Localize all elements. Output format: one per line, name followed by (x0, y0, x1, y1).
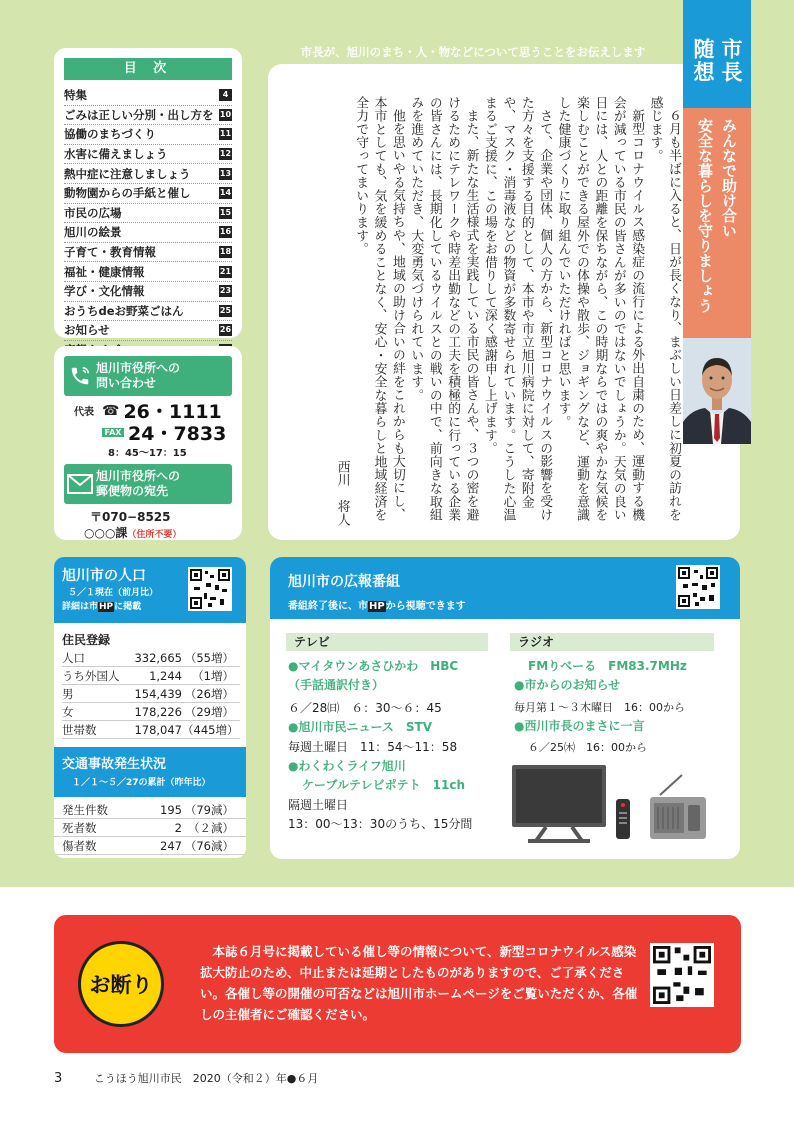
page-footer (54, 1070, 318, 1086)
tv-and-radio-illustration (506, 757, 716, 847)
table-row: 傷者数 247 （76減） (54, 837, 246, 855)
television-icon (512, 765, 606, 843)
office-hours: 8：45〜17：15 (108, 448, 187, 459)
phone-numbers (64, 400, 232, 459)
broadcast-header (270, 557, 740, 619)
radio-programs (514, 657, 734, 757)
toc-page-number: 14 (219, 188, 232, 198)
tv-program-time: 毎週土曜日 11：54〜11：58 (288, 740, 458, 754)
radio-program-time: 毎月第１〜３木曜日 16：00から (514, 701, 685, 714)
broadcast-card (270, 557, 740, 859)
toc-item-label: ごみは正しい分別・出し方を (64, 107, 214, 122)
toc-item-label: お知らせ (64, 323, 110, 338)
tv-program-time: 13：00〜13：30のうち、15分間 (288, 817, 473, 831)
toc-item[interactable] (64, 86, 232, 106)
toc-item-label: 水害に備えましょう (64, 147, 168, 162)
inquiry-title: 旭川市役所への 問い合わせ (96, 361, 181, 390)
traffic-header (54, 747, 246, 797)
radio-program-time: ６／25㈭ 16：00から (528, 741, 647, 754)
phone-icon (64, 365, 96, 387)
toc-item-label: 特集 (64, 88, 87, 103)
toc-item[interactable] (64, 321, 232, 341)
toc-item[interactable] (64, 282, 232, 302)
notice-text: 本誌６月号に掲載している催し等の情報について、新型コロナウイルス感染拡大防止のため、中止または延期としたものがありますので、ご了承ください。各催し等の開催の可否などは旭川市ホームページをご覧いただくか、各催しの主催者にご確認ください。 (200, 944, 638, 1022)
toc-item[interactable] (64, 145, 232, 165)
toc-page-number: 21 (219, 266, 232, 276)
toc-page-number: 4 (219, 89, 232, 101)
population-detail-note: 詳細は市HPに掲載 (62, 602, 142, 612)
population-title: 旭川市の人口 (62, 568, 146, 584)
radio-section-header: ラジオ (510, 633, 714, 651)
contact-box (54, 346, 242, 540)
mail-title: 旭川市役所への 郵便物の宛先 (96, 469, 181, 498)
toc-title: 目 次 (64, 58, 232, 80)
tv-program-channel: ケーブルテレビポテト 11ch (302, 778, 466, 792)
population-card (54, 557, 246, 858)
essay-paragraph: ６月も半ばに入ると、日が長くなり、まぶしい日差しに初夏の訪れを感じます。 (647, 96, 681, 522)
notice-box (54, 915, 741, 1053)
toc-page-number: 25 (219, 305, 232, 315)
tel-label: 代表 (74, 407, 94, 418)
essay-header-mayor: 市長 (719, 38, 743, 84)
tv-programs (288, 657, 508, 834)
toc-item-label: 市民の広場 (64, 205, 122, 220)
remote-control-icon (616, 799, 630, 839)
toc-item[interactable] (64, 125, 232, 145)
toc-item-label: 熱中症に注意しましょう (64, 166, 191, 181)
population-header (54, 557, 246, 623)
postal-code: 〒070−8525 (90, 510, 171, 524)
toc-item[interactable] (64, 302, 232, 322)
essay-header (683, 0, 751, 108)
table-of-contents (54, 48, 242, 338)
toc-item-label: 学び・文化情報 (64, 284, 145, 299)
table-row: 発生件数 195 （79減） (54, 801, 246, 819)
radio-program-title: ●市からのお知らせ (514, 678, 621, 692)
essay-body (282, 96, 682, 526)
toc-item-label: 子育て・教育情報 (64, 245, 156, 260)
toc-item[interactable] (64, 184, 232, 204)
toc-page-number: 10 (219, 109, 232, 119)
table-row: 世帯数 178,047 （445増） (62, 721, 240, 739)
tv-program-title: ●マイタウンあさひかわ HBC (288, 659, 459, 673)
toc-page-number: 15 (219, 207, 232, 217)
toc-item-label: 旭川の絵景 (64, 225, 122, 240)
essay-header-essay: 随想 (691, 38, 715, 84)
toc-page-number: 16 (219, 227, 232, 237)
tv-section-header: テレビ (286, 633, 488, 651)
department: ○○○課 (84, 526, 128, 540)
essay-paragraph: さて、企業や団体、個人の方から、新型コロナウイルスの影響を受けた方々を支援する目的として、本市や市立旭川病院に対して、寄附金や、マスク・消毒液などの物資が多数寄せられています。こうした心温まるご支援に、この場をお借りして深く感謝申し上げます。 (481, 96, 553, 522)
essay-paragraph: 他を思いやる気持ちや、地域の助け合いの絆をこれからも大切にし、本市としても、気を緩めることなく、安心・安全な暮らしと地域経済を全力で守ってまいります。 (353, 96, 405, 522)
registry-title: 住民登録 (62, 633, 111, 647)
notice-badge: お断り (78, 941, 164, 1027)
table-row: 死者数 2 （２減） (54, 819, 246, 837)
essay-paragraph: 新型コロナウイルス感染症の流行による外出自粛のため、運動する機会が減っている市民の皆さんが多いのではないでしょうか。天気の良い日には、人との距離を保ちながら、この時期ならではの爽やかな気候を楽しむことができる屋外での体操や散歩、ジョギングなど、運動を意識した健康づくりに取り組んでいただければと思います。 (555, 96, 645, 522)
toc-page-number: 13 (219, 168, 232, 178)
essay-subtitle-line2: 安全な暮らしを守りましょう (696, 118, 714, 313)
population-qr-code[interactable] (188, 567, 232, 611)
table-row: 女 178,226 （29増） (62, 703, 240, 721)
toc-item-label: おうちdeお野菜ごはん (64, 303, 184, 318)
phone-small-icon: ☎ (102, 402, 120, 419)
toc-page-number: 26 (219, 325, 232, 335)
toc-page-number: 23 (219, 286, 232, 296)
fax-number: 24・7833 (128, 423, 227, 445)
envelope-icon (64, 474, 96, 494)
mail-address (64, 509, 232, 543)
toc-page-number: 11 (219, 129, 232, 139)
traffic-period: １／１〜５／27の累計（昨年比） (72, 778, 211, 788)
population-body (54, 623, 246, 739)
population-date: ５／１現在（前月比） (68, 588, 159, 598)
toc-item-label: 協働のまちづくり (64, 127, 156, 142)
toc-item[interactable] (64, 204, 232, 224)
table-row: うち外国人 1,244 （1増） (62, 667, 240, 685)
toc-item[interactable] (64, 223, 232, 243)
essay-paragraph: また、新たな生活様式を実践している市民の皆さんや、３つの密を避けるためにテレワークや時差出勤などの工夫を積極的に行っている企業の皆さんには、長期化しているウイルスとの戦いの中で、前向きな取組みを進めていただき、大変勇気づけられています。 (408, 96, 479, 522)
broadcast-note: 番組終了後に、市HPから視聴できます (288, 601, 466, 612)
table-row: 人口 332,665 （55増） (62, 649, 240, 667)
toc-page-number: 18 (219, 247, 232, 257)
fax-label: FAX (102, 428, 124, 437)
toc-item-label: 動物園からの手紙と催し (64, 186, 191, 201)
toc-item-label: 福祉・健康情報 (64, 264, 145, 279)
toc-item[interactable] (64, 243, 232, 263)
tv-program-time: ６／28㈰ ６：30〜６：45 (288, 701, 442, 715)
radio-station: FMりべーる FM83.7MHz (528, 659, 687, 673)
essay-signature: 西川 将人 (334, 459, 350, 526)
toc-item[interactable] (64, 164, 232, 184)
tv-program-title: ●旭川市民ニュース STV (288, 720, 432, 734)
broadcast-title: 旭川市の広報番組 (288, 574, 400, 590)
toc-item[interactable] (64, 106, 232, 126)
toc-page-number: 12 (219, 149, 232, 159)
tv-program-time: 隔週土曜日 (288, 798, 349, 812)
page-number: 3 (54, 1071, 63, 1086)
essay-subtitle (683, 108, 751, 338)
toc-item[interactable] (64, 262, 232, 282)
tel-number[interactable]: 26・1111 (123, 401, 222, 423)
toc-list (64, 86, 232, 360)
radio-icon (650, 775, 706, 839)
notice-qr-code[interactable] (650, 943, 714, 1007)
address-note: （住所不要） (127, 530, 182, 540)
tv-program-subtitle: （手話通訳付き） (288, 678, 385, 692)
inquiry-header (64, 356, 232, 396)
publication-name: こうほう旭川市民 2020（令和２）年●６月 (93, 1072, 319, 1085)
mail-header (64, 464, 232, 504)
essay-subtitle-line1: みんなで助け合い (720, 118, 738, 238)
traffic-title: 交通事故発生状況 (62, 757, 167, 772)
broadcast-qr-code[interactable] (676, 565, 720, 609)
essay-tagline: 市長が、旭川のまち・人・物などについて思うことをお伝えします (300, 45, 646, 59)
mayor-portrait (683, 338, 751, 444)
table-row: 男 154,439 （26増） (62, 685, 240, 703)
traffic-table (54, 801, 246, 855)
tv-program-title: ●わくわくライフ旭川 (288, 759, 406, 773)
radio-program-title: ●西川市長のまさに一言 (514, 719, 645, 733)
